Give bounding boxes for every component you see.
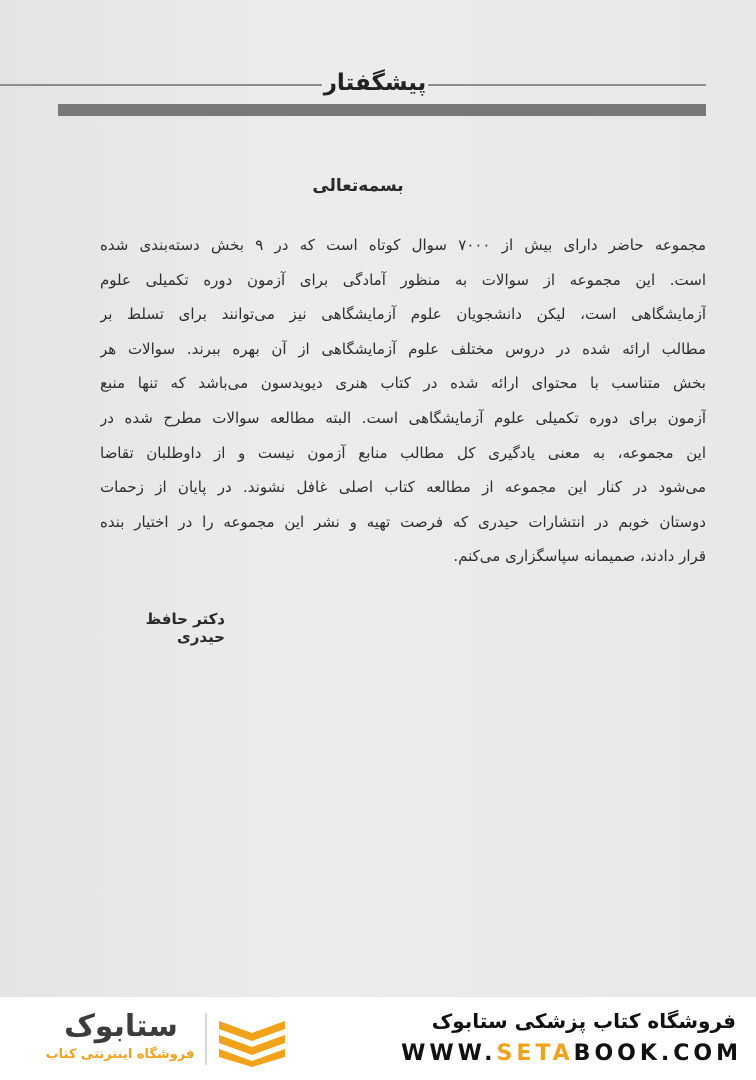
url-suffix: BOOK.COM xyxy=(573,1041,742,1066)
header-rule-left xyxy=(0,84,322,86)
body-line: آزمون برای دوره تکمیلی علوم آزمایشگاهی است. البته مطالعه سوالات مطرح شده در xyxy=(100,408,706,427)
author-signature: دکتر حافظ حیدری xyxy=(145,610,225,646)
body-line: می‌شود در کنار این مجموعه از مطالعه کتاب اصلی غافل نشوند. در پایان از زحمات xyxy=(100,478,706,497)
body-line: است. این مجموعه از سوالات به منظور آمادگی برای آزمون دوره تکمیلی علوم xyxy=(100,270,706,289)
page-title: پیشگفتار xyxy=(323,70,427,96)
basmala-heading: بسمه‌تعالی xyxy=(312,176,404,196)
book-stack-icon xyxy=(213,1015,291,1067)
body-line: مجموعه حاضر دارای بیش از ۷۰۰۰ سوال کوتاه است که در ۹ بخش دسته‌بندی شده xyxy=(100,236,706,254)
header-bar xyxy=(58,104,706,116)
logo-divider xyxy=(205,1013,207,1065)
store-url[interactable] xyxy=(401,1041,742,1066)
store-banner xyxy=(0,997,756,1080)
preface-body xyxy=(100,228,706,574)
body-line: مطالب ارائه شده در دروس مختلف علوم آزمایشگاهی از آن بهره ببرند. سوالات هر xyxy=(100,339,706,358)
body-line: قرار دادند، صمیمانه سپاسگزاری می‌کنم. xyxy=(453,547,706,566)
url-prefix: WWW. xyxy=(401,1041,497,1066)
store-logo-text: ستابوک xyxy=(64,1009,178,1044)
body-line: دوستان خوبم در انتشارات حیدری که فرصت تهیه و نشر این مجموعه را در اختیار بنده xyxy=(100,512,706,531)
header-rule-right xyxy=(428,84,706,86)
store-logo-tagline: فروشگاه اینترنتی کتاب xyxy=(45,1047,195,1062)
body-line: بخش متناسب با محتوای ارائه شده در کتاب هنری دیویدسون می‌باشد که تنها منبع xyxy=(100,374,706,393)
body-line: آزمایشگاهی است، لیکن دانشجویان علوم آزمایشگاهی نیز می‌توانند برای تسلط بر xyxy=(100,305,706,324)
url-accent: SETA xyxy=(496,1041,574,1066)
body-line: این مجموعه، به معنی یادگیری کل مطالب منابع آزمون نیست و از داوطلبان تقاضا xyxy=(100,443,706,462)
store-name: فروشگاه کتاب پزشکی ستابوک xyxy=(431,1009,736,1033)
